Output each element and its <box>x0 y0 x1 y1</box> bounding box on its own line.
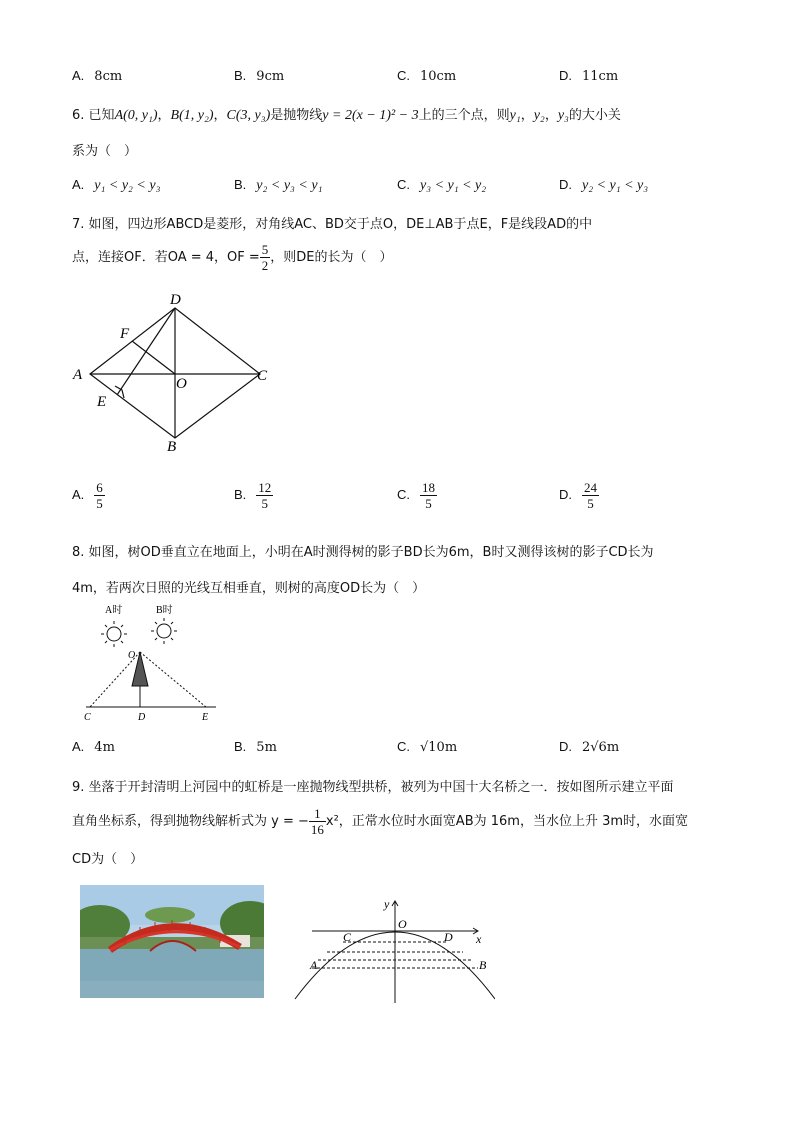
q7-stem-line2: 点，连接OF．若OA = 4，OF = $\frac{5}{2}$ ，则DE的长为（ ） <box>72 242 393 273</box>
q8-option-a[interactable]: A. 4m <box>72 739 115 755</box>
q7-fraction: $\frac{5}{2}$ <box>261 242 269 273</box>
q9-fraction: $\frac{1}{16}$ <box>310 806 324 837</box>
label-f: F <box>120 326 130 342</box>
q6-stem-line2: 系为（ ） <box>72 144 138 159</box>
label-d: D <box>170 292 181 308</box>
q8-option-c[interactable]: C. √10m <box>397 739 458 755</box>
q9-stem-line3: CD为（ ） <box>72 852 144 867</box>
sun-b-icon <box>157 624 171 638</box>
q7-rhombus-figure <box>70 288 280 458</box>
q7-stem-line1: 7. 如图，四边形ABCD是菱形，对角线AC、BD交于点O，DE⊥AB于点E，F是线段AD的中 <box>72 217 593 232</box>
q8-tree-shadow-figure <box>78 600 223 724</box>
label-d: D <box>444 930 453 944</box>
q5-option-d[interactable]: D. 11cm <box>559 68 619 84</box>
sun-a-icon <box>107 627 121 641</box>
label-c: C <box>343 930 352 944</box>
label-b: B <box>167 439 177 455</box>
label-x: x <box>476 932 482 946</box>
q7-option-c[interactable]: C. $\frac{18}{5}$ <box>397 480 435 511</box>
q7-option-a[interactable]: A. $\frac{6}{5}$ <box>72 480 103 511</box>
q9-parabola-figure <box>290 895 495 1005</box>
q8-option-b[interactable]: B. 5m <box>234 739 277 755</box>
label-e: E <box>202 712 209 723</box>
q5-option-a[interactable]: A. 8cm <box>72 68 123 84</box>
label-a: A <box>73 367 83 383</box>
q6-stem-line1: 6. 已知A(0, y₁)，B(1, y₂)，C(3, y₃)是抛物线y = 2(x − 1)² − 3上的三个点，则y₁，y₂，y₃的大小关 <box>72 108 621 123</box>
q5-option-b[interactable]: B. 9cm <box>234 68 285 84</box>
q6-option-b[interactable]: B. y₂ < y₃ < y₁ <box>234 177 323 193</box>
q5-option-c[interactable]: C. 10cm <box>397 68 457 84</box>
q9-stem-line2: 直角坐标系，得到抛物线解析式为 y = − $\frac{1}{16}$ x²，正常水位时水面宽AB为 16m，当水位上升 3m时，水面宽 <box>72 806 689 837</box>
q8-stem-line2: 4m，若两次日照的光线互相垂直，则树的高度OD长为（ ） <box>72 581 426 596</box>
sun-a-label: A时 <box>105 605 123 616</box>
q8-option-d[interactable]: D. 2√6m <box>559 739 620 755</box>
q7-option-b[interactable]: B. $\frac{12}{5}$ <box>234 480 272 511</box>
q8-stem-line1: 8. 如图，树OD垂直立在地面上，小明在A时测得树的影子BD长为6m，B时又测得该树的影子CD长为 <box>72 545 654 560</box>
q6-option-d[interactable]: D. y₂ < y₁ < y₃ <box>559 177 649 193</box>
label-d: D <box>138 712 146 723</box>
label-c: C <box>84 712 91 723</box>
segment-of <box>132 341 175 374</box>
sun-b-label: B时 <box>156 605 173 616</box>
q7-option-d[interactable]: D. $\frac{24}{5}$ <box>559 480 597 511</box>
label-o: O <box>398 917 407 931</box>
label-b: B <box>479 958 487 972</box>
light-ray-e <box>140 652 206 707</box>
q9-stem-line1: 9. 坐落于开封清明上河园中的虹桥是一座抛物线型拱桥，被列为中国十大名桥之一．按如图所示建立平面 <box>72 780 674 795</box>
label-e: E <box>97 394 107 410</box>
rainbow-bridge-photo <box>80 885 264 998</box>
label-o: O <box>176 376 187 392</box>
label-y: y <box>384 897 390 911</box>
q6-option-a[interactable]: A. y₁ < y₂ < y₃ <box>72 177 161 193</box>
label-c: C <box>257 368 268 384</box>
label-a: A <box>310 958 318 972</box>
label-o: O <box>128 650 136 661</box>
q6-option-c[interactable]: C. y₃ < y₁ < y₂ <box>397 177 487 193</box>
